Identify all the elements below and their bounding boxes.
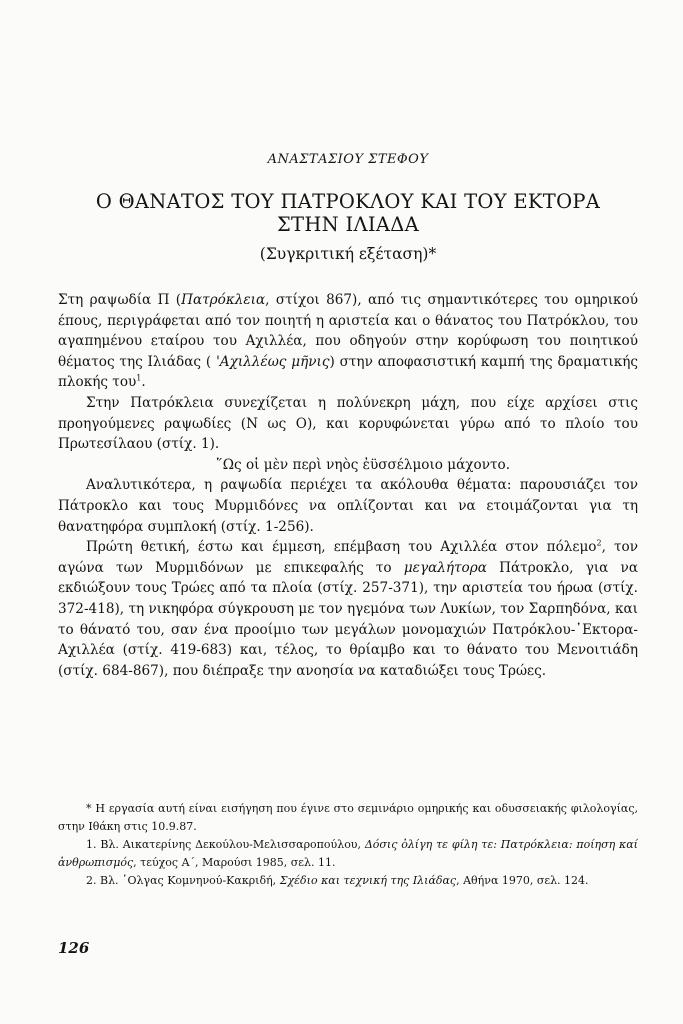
italic-text: Δόσις ὀλίγη τε φίλη τε: Πατρόκλεια: ποίηση καί ἀνθρωπισμός — [58, 838, 638, 869]
paragraph-4 — [58, 537, 638, 681]
italic-text: μεγαλήτορα — [403, 559, 487, 576]
footnote-ref: 2 — [596, 538, 602, 548]
italic-text: Σχέδιο και τεχνική της Ιλιάδας — [279, 874, 457, 887]
text-run: 2. Βλ. ῾Ολγας Κομνηνού-Κακριδή, — [86, 874, 280, 887]
text-run: , τεύχος Α΄, Μαρούσι 1985, σελ. 11. — [133, 856, 336, 869]
footnote-1 — [58, 836, 638, 872]
footnotes — [58, 800, 638, 890]
text-run: . — [141, 374, 146, 391]
text-run: , Αθήνα 1970, σελ. 124. — [456, 874, 589, 887]
text-run: Πρώτη θετική, έστω και έμμεση, επέμβαση του Αχιλλέα στον πόλεμο — [86, 539, 597, 556]
author-name: ΑΝΑΣΤΑΣΙΟΥ ΣΤΕΦΟΥ — [267, 152, 429, 167]
paragraph-1 — [58, 290, 638, 393]
article-title — [58, 190, 638, 236]
paragraph-3: Αναλυτικότερα, η ραψωδία περιέχει τα ακόλουθα θέματα: παρουσιάζει τον Πάτροκλο και τους Μυρμιδόνες να οπλίζονται και να ετοιμάζονται για τη θανατηφόρα συμπλοκή (στίχ. 1-256). — [58, 477, 638, 535]
text-run: Πάτροκλο, για να εκδιώξουν τους Τρώες από τα πλοία (στίχ. 257-371), την αριστεία του ήρωα (στίχ. 372-418), τη νικηφόρα σύγκρουση με τον ηγεμόνα των Λυκίων, τον Σαρπηδόνα, και το θάνατό του, σαν ένα προοίμιο των μεγάλων μονομαχιών Πατρόκλου-᾽Εκτορα-Αχιλλέα (στίχ. 419-683) και, τέλος, το θρίαμβο και το θάνατο του Μενοιτιάδη (στίχ. 684-867), που διέπραξε την ανοησία να καταδιώξει τους Τρώες. — [58, 559, 639, 679]
article-body — [58, 290, 638, 681]
footnote-star: * Η εργασία αυτή είναι εισήγηση που έγινε στο σεμινάριο ομηρικής και οδυσσειακής φιλολογίας, στην Ιθάκη στις 10.9.87. — [58, 802, 638, 833]
italic-text: 'Αχιλλέως μῆνις — [216, 353, 330, 370]
text-run: 1. Βλ. Αικατερίνης Δεκούλου-Μελισσαροπούλου, — [86, 838, 365, 851]
text-run: , τον αγώνα των Μυρμιδόνων με επικεφαλής το — [58, 539, 638, 576]
text-run: Στη ραψωδία Π ( — [58, 292, 182, 308]
text-run: , στίχοι 867), από τις σημαντικότερες του ομηρικού έπους, περιγράφεται από τον ποιητή η αριστεία και ο θάνατος του Πατρόκλου, του αγαπημένου εταίρου του Αχιλλέα, που οδηγούν στην κορύφωση του ποιητικού θέματος της Ιλιάδας ( — [58, 292, 638, 370]
title-line-1: Ο ΘΑΝΑΤΟΣ ΤΟΥ ΠΑΤΡΟΚΛΟΥ ΚΑΙ ΤΟΥ ΕΚΤΟΡΑ — [95, 190, 601, 213]
page-number: 126 — [58, 939, 90, 957]
text-run: ) στην αποφασιστική καμπή της δραματικής πλοκής του — [58, 353, 638, 391]
paragraph-2: Στην Πατρόκλεια συνεχίζεται η πολύνεκρη μάχη, που είχε αρχίσει στις προηγούμενες ραψωδίες (Ν ως Ο), και κορυφώνεται γύρω από το πλοίο του Πρωτεσίλαου (στίχ. 1). — [58, 394, 638, 453]
article-subtitle: (Συγκριτική εξέταση)* — [259, 245, 437, 263]
italic-text: Πατρόκλεια — [181, 292, 266, 308]
footnote-2 — [58, 872, 638, 890]
homeric-quote: ῞Ως οἱ μὲν περὶ νηὸς ἐϋσσέλμοιο μάχοντο. — [215, 456, 511, 473]
footnote-ref: 1 — [136, 373, 142, 383]
title-line-2: ΣΤΗΝ ΙΛΙΑΔΑ — [276, 213, 420, 236]
paper-page — [58, 0, 638, 1024]
